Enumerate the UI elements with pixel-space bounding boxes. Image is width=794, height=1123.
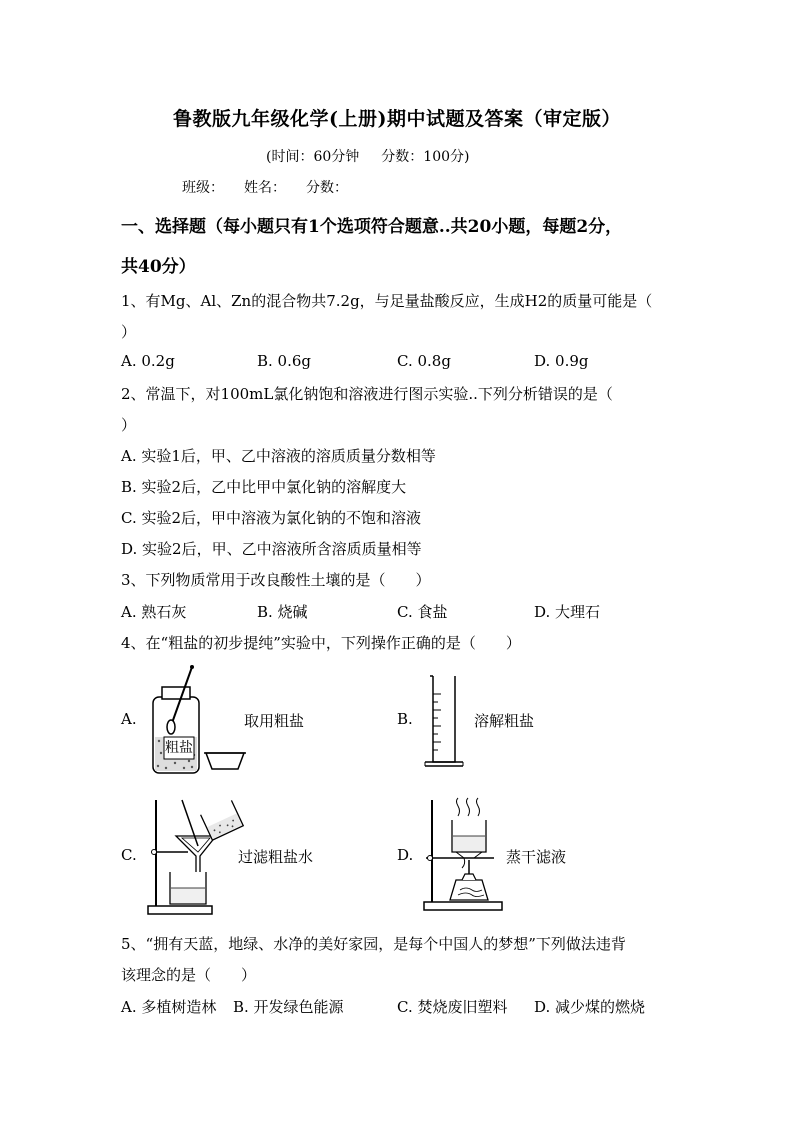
question-1-stem-end: ）	[121, 323, 137, 341]
take-salt-figure	[140, 665, 250, 780]
salt-jar-label: 粗盐	[165, 740, 193, 756]
question-4-option-d-letter: D.	[397, 846, 414, 864]
question-1-option-b: B. 0.6g	[257, 352, 312, 370]
exam-info	[266, 146, 491, 166]
question-5-option-a: A. 多植树造林	[121, 998, 217, 1016]
evaporation-figure	[418, 796, 510, 916]
question-1-stem: 1、有Mg、Al、Zn的混合物共7.2g，与足量盐酸反应，生成H2的质量可能是（	[121, 292, 653, 310]
question-3-option-a: A. 熟石灰	[121, 603, 187, 621]
question-2-option-c: C. 实验2后，甲中溶液为氯化钠的不饱和溶液	[121, 509, 422, 527]
question-4-option-c-letter: C.	[121, 846, 137, 864]
question-5-stem: 5、“拥有天蓝，地绿、水净的美好家园，是每个中国人的梦想”下列做法违背	[121, 935, 626, 953]
question-2-option-a: A. 实验1后，甲、乙中溶液的溶质质量分数相等	[121, 447, 436, 465]
name-label: 姓名：	[244, 180, 286, 196]
question-4-option-b-caption: 溶解粗盐	[474, 712, 535, 730]
question-5-option-b: B. 开发绿色能源	[233, 998, 344, 1016]
filtration-figure	[140, 796, 240, 921]
question-5-stem-end: 该理念的是（ ）	[121, 966, 257, 984]
question-4-option-a-letter: A.	[121, 710, 137, 728]
question-2-option-d: D. 实验2后，甲、乙中溶液所含溶质质量相等	[121, 540, 422, 558]
question-3-option-b: B. 烧碱	[257, 603, 308, 621]
question-3-stem: 3、下列物质常用于改良酸性土壤的是（ ）	[121, 571, 431, 589]
question-5-option-d: D. 减少煤的燃烧	[534, 998, 646, 1016]
question-2-option-b: B. 实验2后，乙中比甲中氯化钠的溶解度大	[121, 478, 407, 496]
question-1-option-d: D. 0.9g	[534, 352, 589, 370]
question-3-option-c: C. 食盐	[397, 603, 448, 621]
question-3-option-d: D. 大理石	[534, 603, 601, 621]
question-2-stem: 2、常温下，对100mL氯化钠饱和溶液进行图示实验..下列分析错误的是（	[121, 385, 613, 403]
graduated-cylinder-figure	[420, 672, 470, 772]
question-2-stem-end: ）	[121, 416, 137, 434]
score-info: 分数：100分)	[381, 149, 470, 165]
section-heading-line1: 一、选择题（每小题只有1个选项符合题意..共20小题，每题2分，	[121, 217, 623, 237]
class-label: 班级：	[182, 180, 224, 196]
question-1-option-c: C. 0.8g	[397, 352, 451, 370]
question-4-option-a-caption: 取用粗盐	[244, 712, 305, 730]
question-4-option-d-caption: 蒸干滤液	[506, 848, 567, 866]
question-4-stem: 4、在“粗盐的初步提纯”实验中，下列操作正确的是（ ）	[121, 634, 521, 652]
question-4-option-c-caption: 过滤粗盐水	[238, 848, 314, 866]
question-5-option-c: C. 焚烧废旧塑料	[397, 998, 508, 1016]
student-info	[182, 177, 368, 197]
question-1-option-a: A. 0.2g	[121, 352, 175, 370]
time-info: (时间：60分钟	[266, 149, 360, 165]
section-heading-line2: 共40分）	[121, 257, 196, 277]
page-title: 鲁教版九年级化学(上册)期中试题及答案（审定版）	[173, 108, 621, 130]
question-4-option-b-letter: B.	[397, 710, 413, 728]
points-label: 分数：	[306, 180, 348, 196]
